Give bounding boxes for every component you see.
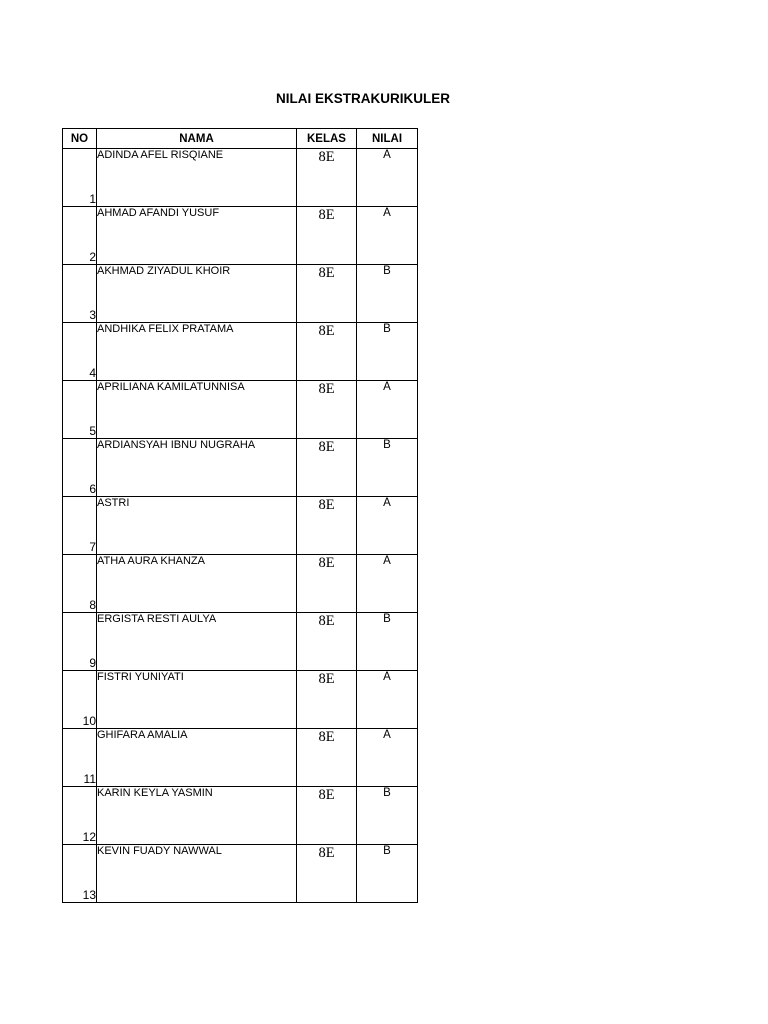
student-grade: A [357,555,418,613]
table-row [63,265,418,323]
column-header-kelas: KELAS [297,129,357,149]
student-class: 8E [297,613,357,671]
row-number: 4 [63,323,97,381]
table-row [63,671,418,729]
student-grade: B [357,845,418,903]
student-name: KARIN KEYLA YASMIN [97,787,297,845]
page-title: NILAI EKSTRAKURIKULER [276,91,450,106]
student-grade: A [357,149,418,207]
student-class: 8E [297,555,357,613]
row-number: 8 [63,555,97,613]
row-number: 6 [63,439,97,497]
table-row [63,497,418,555]
student-grade: B [357,439,418,497]
table-header-row [63,129,418,149]
student-name: FISTRI YUNIYATI [97,671,297,729]
row-number: 13 [63,845,97,903]
student-name: KEVIN FUADY NAWWAL [97,845,297,903]
student-grade: B [357,787,418,845]
student-grade: A [357,729,418,787]
student-name: ANDHIKA FELIX PRATAMA [97,323,297,381]
table-row [63,323,418,381]
student-grade: A [357,207,418,265]
row-number: 10 [63,671,97,729]
student-class: 8E [297,207,357,265]
table-body [63,149,418,903]
row-number: 12 [63,787,97,845]
student-grade: A [357,671,418,729]
student-name: GHIFARA AMALIA [97,729,297,787]
student-class: 8E [297,265,357,323]
student-class: 8E [297,671,357,729]
row-number: 11 [63,729,97,787]
student-grade: A [357,381,418,439]
table-row [63,555,418,613]
student-class: 8E [297,323,357,381]
table-row [63,439,418,497]
student-name: ADINDA AFEL RISQIANE [97,149,297,207]
row-number: 2 [63,207,97,265]
student-name: AKHMAD ZIYADUL KHOIR [97,265,297,323]
row-number: 3 [63,265,97,323]
row-number: 5 [63,381,97,439]
student-class: 8E [297,845,357,903]
student-name: APRILIANA KAMILATUNNISA [97,381,297,439]
student-name: AHMAD AFANDI YUSUF [97,207,297,265]
table-row [63,845,418,903]
table-row [63,149,418,207]
student-name: ASTRI [97,497,297,555]
grades-table [62,128,418,903]
row-number: 1 [63,149,97,207]
student-name: ARDIANSYAH IBNU NUGRAHA [97,439,297,497]
table-row [63,613,418,671]
student-name: ATHA AURA KHANZA [97,555,297,613]
column-header-no: NO [63,129,97,149]
student-class: 8E [297,439,357,497]
student-class: 8E [297,497,357,555]
student-grade: B [357,613,418,671]
column-header-nama: NAMA [97,129,297,149]
column-header-nilai: NILAI [357,129,418,149]
table-row [63,787,418,845]
table-row [63,207,418,265]
student-grade: B [357,323,418,381]
student-grade: B [357,265,418,323]
student-name: ERGISTA RESTI AULYA [97,613,297,671]
student-class: 8E [297,381,357,439]
table-row [63,729,418,787]
table-row [63,381,418,439]
row-number: 7 [63,497,97,555]
row-number: 9 [63,613,97,671]
student-class: 8E [297,787,357,845]
student-class: 8E [297,729,357,787]
student-grade: A [357,497,418,555]
student-class: 8E [297,149,357,207]
